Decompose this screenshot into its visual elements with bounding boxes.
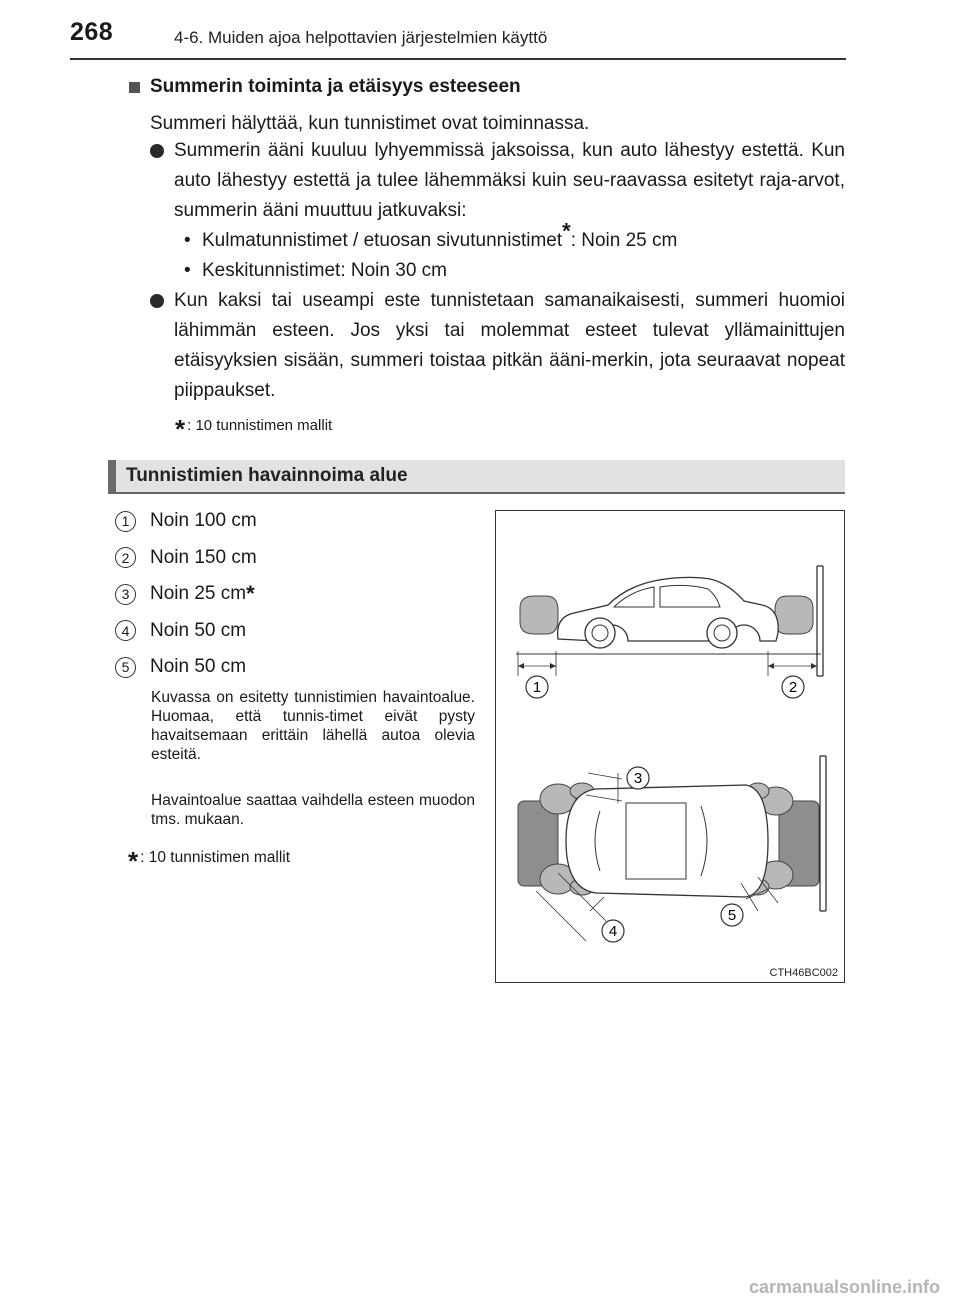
callout-label: 1	[532, 679, 542, 696]
sensor-range-figure	[495, 510, 845, 983]
footnote-marker: *	[175, 414, 186, 444]
callout-number-icon: 2	[115, 547, 136, 568]
sub-bullet-mark: •	[184, 260, 191, 281]
car-top-view	[518, 756, 826, 941]
sensor-range-illustration	[496, 511, 844, 982]
chapter-title: 4-6. Muiden ajoa helpottavien järjestelmien käyttö	[174, 28, 548, 47]
bullet-text: Kun kaksi tai useampi este tunnistetaan samanaikaisesti, summeri huomioi lähimmän esteen. Jos yksi tai molemmat esteet tulevat yllämainittujen etäisyyksien sisään, summeri toistaa pitkän ääni-merkin, jota seuraavat nopeat piippaukset.	[174, 290, 845, 401]
range-list-item	[115, 540, 257, 577]
car-side-view	[516, 566, 823, 676]
range-list-item: 3 Noin 25 cm *	[115, 576, 257, 613]
footnote-text: : 10 tunnistimen mallit	[187, 417, 333, 434]
range-list-item	[115, 649, 257, 686]
sub-item-label: Kulmatunnistimet / etuosan sivutunnistimet	[202, 230, 563, 251]
callout-number-icon: 3	[115, 584, 136, 605]
callout-1	[526, 676, 548, 698]
round-bullet-icon	[150, 294, 164, 308]
sub-list-item	[174, 218, 845, 256]
sub-list-item	[174, 256, 845, 286]
callout-number-icon: 1	[115, 511, 136, 532]
round-bullet-icon	[150, 144, 164, 158]
range-list	[115, 503, 257, 686]
footnote-marker: *	[562, 218, 571, 244]
callout-number-icon: 4	[115, 620, 136, 641]
range-text: Noin 100 cm	[150, 510, 257, 532]
page-number: 268	[70, 18, 114, 46]
callout-2	[782, 676, 804, 698]
range-text: Noin 25 cm	[150, 583, 247, 605]
range-text: Noin 50 cm	[150, 656, 247, 678]
callout-4	[602, 920, 624, 942]
callout-label: 3	[633, 770, 643, 787]
section-heading-text: Summerin toiminta ja etäisyys esteeseen	[150, 76, 521, 97]
callout-3	[627, 767, 649, 789]
sub-bullet-mark: •	[184, 230, 191, 251]
callout-5	[721, 904, 743, 926]
section-band	[108, 460, 845, 494]
callout-label: 5	[727, 907, 737, 924]
section-heading-buzzer	[129, 76, 521, 98]
sub-list	[174, 218, 845, 286]
footnote	[175, 414, 332, 445]
band-accent	[108, 460, 116, 492]
callout-number-icon: 5	[115, 657, 136, 678]
bullet-item	[150, 286, 845, 406]
intro-text: Summeri hälyttää, kun tunnistimet ovat toiminnassa.	[150, 113, 590, 134]
description-text: Havaintoalue saattaa vaihdella esteen muodon tms. mukaan.	[151, 792, 475, 828]
sub-item-label: Keskitunnistimet: Noin 30 cm	[202, 260, 447, 281]
footnote	[128, 846, 290, 877]
header-divider	[70, 58, 846, 60]
figure-code: CTH46BC002	[769, 967, 838, 979]
range-text: Noin 150 cm	[150, 546, 257, 568]
footnote-marker: *	[128, 846, 139, 876]
watermark: carmanualsonline.info	[748, 1277, 940, 1297]
callout-label: 2	[788, 679, 798, 696]
bullet-text: Summerin ääni kuuluu lyhyemmissä jaksoissa, kun auto lähestyy estettä. Kun auto lähestyy estettä ja tulee lähemmäksi kuin seu-raavassa esitetyt raja-arvot, summerin ääni muuttuu jatkuvaksi:	[174, 140, 845, 221]
range-list-item	[115, 503, 257, 540]
footnote-text: : 10 tunnistimen mallit	[140, 849, 291, 866]
range-list-item	[115, 613, 257, 650]
range-text: Noin 50 cm	[150, 619, 247, 641]
callout-label: 4	[608, 923, 618, 940]
square-bullet-icon	[129, 82, 140, 93]
sub-item-value: : Noin 25 cm	[570, 230, 678, 251]
description-text: Kuvassa on esitetty tunnistimien havaintoalue. Huomaa, että tunnis-timet eivät pysty havaitsemaan erittäin lähellä autoa olevia esteitä.	[151, 689, 475, 763]
section-heading-detection: Tunnistimien havainnoima alue	[126, 465, 408, 486]
bullet-item	[150, 136, 845, 286]
